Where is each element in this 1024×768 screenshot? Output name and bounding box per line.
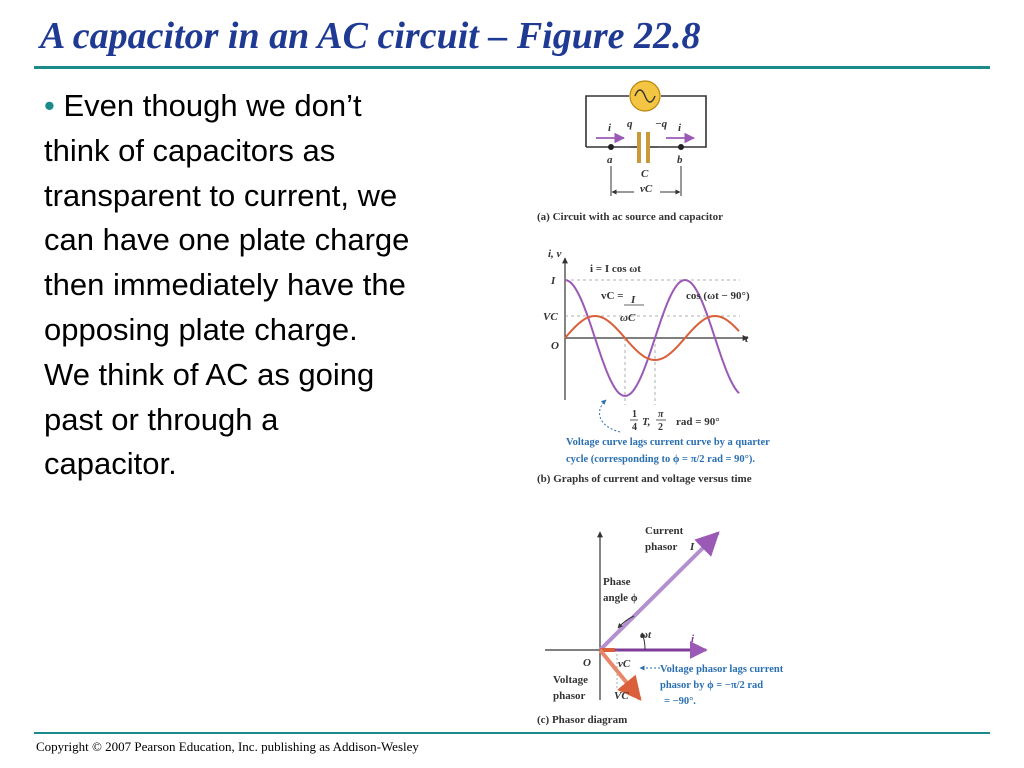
phasor-origin-label: O	[583, 657, 591, 669]
voltage-equation-lhs: vC =	[601, 290, 624, 302]
quarter-numerator: 1	[632, 409, 637, 420]
body-line-3: transparent to current, we	[44, 177, 398, 213]
current-equation: i = I cos ωt	[590, 263, 641, 275]
lag-note-line-2: cycle (corresponding to ϕ = π/2 rad = 90°).	[566, 454, 755, 465]
capacitor-gap	[630, 138, 658, 158]
graph-label-i-amplitude: I	[551, 275, 556, 287]
body-line-4: can have one plate charge	[44, 222, 410, 258]
body-text	[44, 84, 494, 487]
copyright-footer: Copyright © 2007 Pearson Education, Inc. publishing as Addison-Wesley	[36, 739, 419, 754]
phasor-note-line-1: Voltage phasor lags current	[660, 664, 784, 675]
pi-denominator: 2	[658, 422, 663, 433]
caption-c: (c) Phasor diagram	[537, 714, 628, 726]
voltage-projection-label: vC	[618, 658, 631, 670]
node-a-dot	[608, 144, 614, 150]
title-divider	[34, 66, 990, 69]
graph-origin-label: O	[551, 340, 559, 352]
rad-label: rad = 90°	[676, 416, 720, 428]
phase-angle-label-2: angle ϕ	[603, 592, 638, 604]
body-line-6: opposing plate charge.	[44, 311, 358, 347]
label-i-right: i	[678, 122, 682, 134]
graph-y-label: i, v	[548, 248, 562, 260]
graph-label-vc-amplitude: VC	[543, 311, 558, 323]
voltage-phasor-label-2: phasor	[553, 690, 586, 702]
lag-annotation-arrow	[600, 400, 620, 432]
lag-note-line-1: Voltage curve lags current curve by a quarter	[566, 437, 770, 448]
voltage-equation-rhs: cos (ωt − 90°)	[686, 290, 750, 302]
body-line-5: then immediately have the	[44, 267, 406, 303]
voltage-equation-denominator: ωC	[620, 312, 636, 324]
body-line-7: We think of AC as going	[44, 356, 375, 392]
capacitor-figure	[520, 80, 820, 730]
label-q: q	[627, 118, 633, 130]
body-line-2: think of capacitors as	[44, 132, 336, 168]
label-i-left: i	[608, 122, 612, 134]
phasor-note-line-3: = −90°.	[664, 696, 696, 707]
bullet-marker: •	[44, 88, 55, 123]
pi-numerator: π	[658, 409, 664, 420]
graph-panel	[537, 248, 770, 485]
voltage-equation-numerator: I	[631, 294, 636, 306]
current-phasor-label-2: phasor	[645, 541, 678, 553]
body-line-8: past or through a	[44, 401, 279, 437]
circuit-panel	[537, 81, 723, 223]
omega-t-label: ωt	[640, 629, 652, 641]
label-minus-q: −q	[655, 118, 668, 130]
voltage-phasor-label-1: Voltage	[553, 674, 589, 686]
body-line-1: Even though we don’t	[63, 88, 362, 123]
phase-angle-label-1: Phase	[603, 576, 631, 588]
body-line-9: capacitor.	[44, 446, 177, 482]
quarter-period-label: T,	[642, 416, 651, 428]
voltage-phasor-symbol: VC	[614, 690, 629, 702]
footer-divider	[34, 732, 990, 734]
label-b: b	[677, 154, 683, 166]
label-vc: vC	[640, 183, 653, 195]
current-phasor-symbol: I	[690, 541, 695, 553]
phasor-note-line-2: phasor by ϕ = −π/2 rad	[660, 680, 764, 691]
current-phasor-label-1: Current	[645, 525, 684, 537]
label-a: a	[607, 154, 613, 166]
slide-title: A capacitor in an AC circuit – Figure 22.8	[40, 15, 701, 57]
phasor-panel	[537, 525, 784, 726]
node-b-dot	[678, 144, 684, 150]
quarter-denominator: 4	[632, 422, 637, 433]
label-capacitance: C	[641, 168, 649, 180]
graph-x-label: t	[745, 333, 749, 345]
caption-a: (a) Circuit with ac source and capacitor	[537, 211, 723, 223]
current-projection-label: i	[691, 633, 695, 645]
ac-source-icon	[630, 81, 660, 111]
caption-b: (b) Graphs of current and voltage versus time	[537, 473, 752, 485]
